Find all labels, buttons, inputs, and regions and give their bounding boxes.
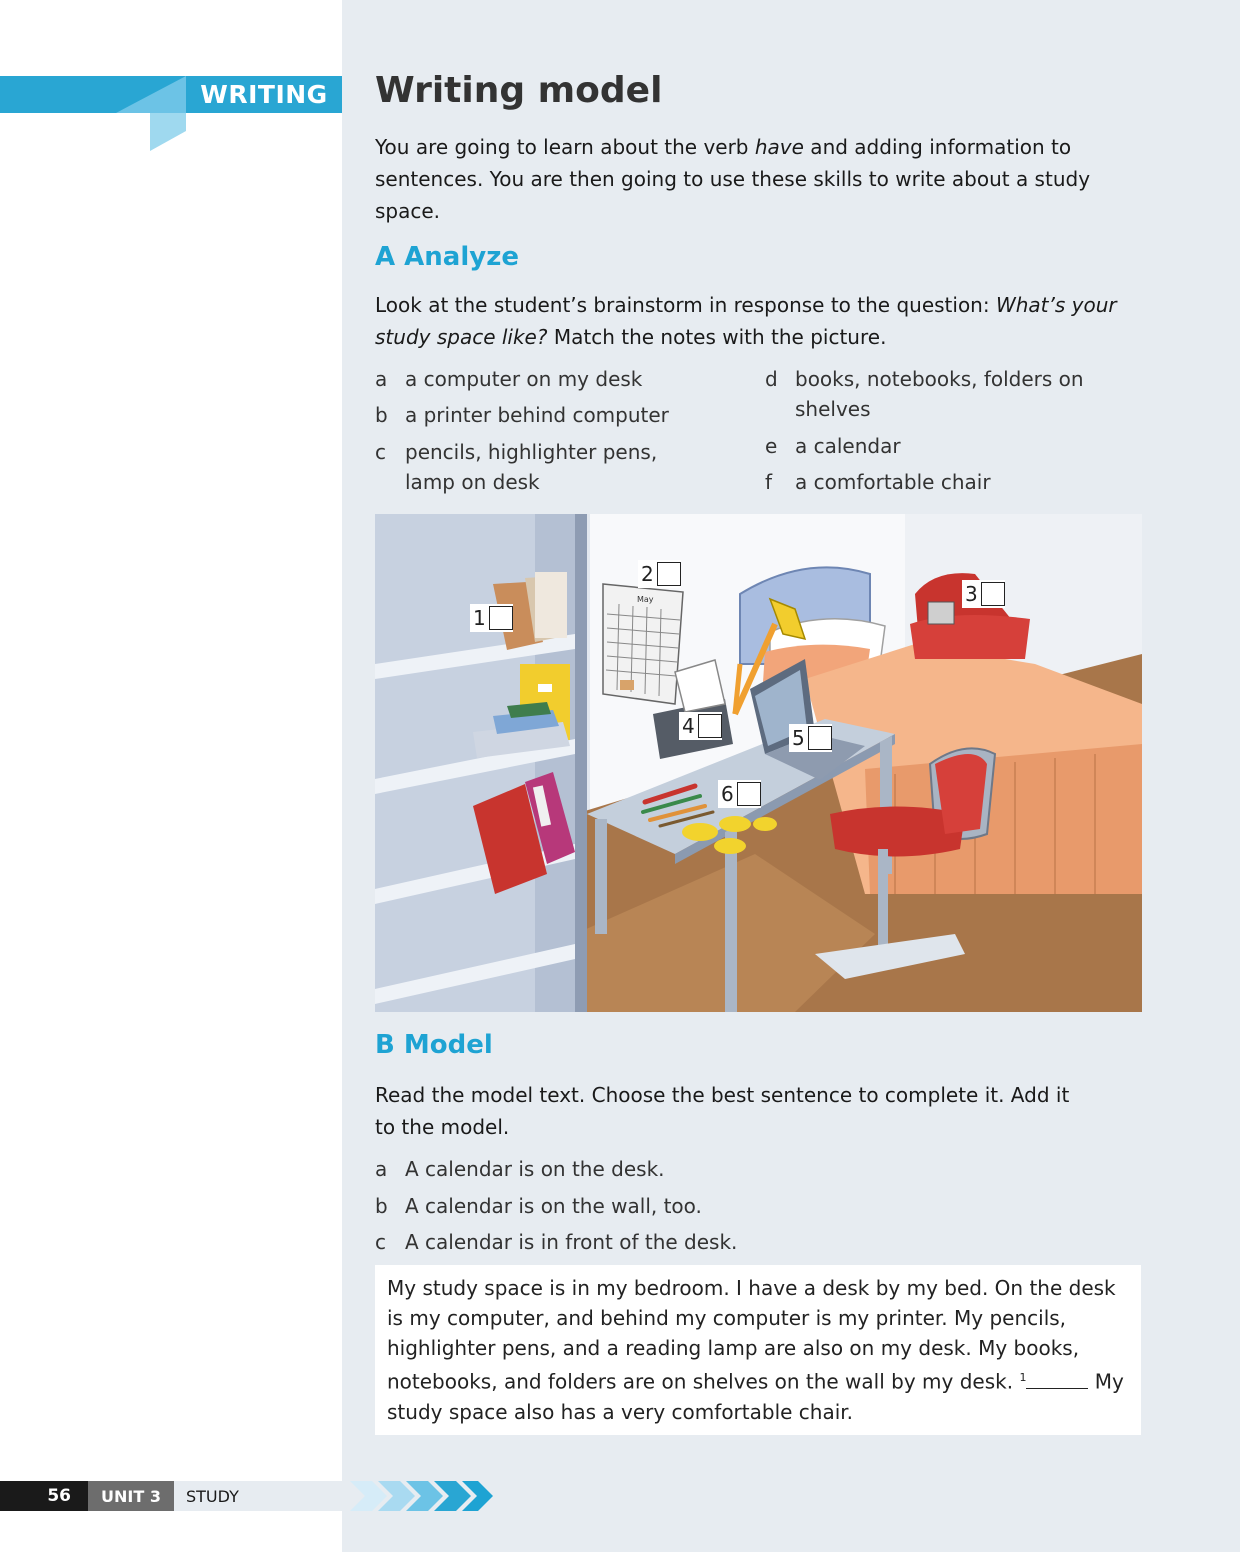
analyze-heading: A Analyze (375, 242, 519, 272)
label-2: 2 (638, 560, 681, 588)
label-3: 3 (962, 580, 1005, 608)
footer (0, 1481, 500, 1511)
label-5: 5 (789, 724, 832, 752)
answer-box-6[interactable] (737, 782, 761, 806)
model-instruction: Read the model text. Choose the best sentence to complete it. Add it to the model. (375, 1083, 1070, 1139)
study-room-drawing (375, 514, 1142, 1012)
note-c: c pencils, highlighter pens, lamp on desk (375, 440, 658, 494)
label-6: 6 (718, 780, 761, 808)
label-4: 4 (679, 712, 722, 740)
label-1: 1 (470, 604, 513, 632)
page-number: 56 (0, 1481, 88, 1511)
calendar-month: May (637, 595, 654, 604)
section-tag-label: WRITING (200, 80, 328, 109)
topic-label: STUDY (174, 1481, 354, 1511)
answer-box-3[interactable] (981, 582, 1005, 606)
answer-blank-1[interactable] (1026, 1370, 1088, 1389)
unit-label: UNIT 3 (88, 1481, 174, 1511)
answer-box-4[interactable] (698, 714, 722, 738)
analyze-instruction: Look at the student’s brainstorm in response to the question: What’s your study space like? Match the notes with the picture. (375, 293, 1117, 349)
model-heading: B Model (375, 1030, 493, 1060)
intro-text: You are going to learn about the verb have and adding information to sentences. You are then going to use these skills to write about a study space. (375, 135, 1091, 223)
study-room-illustration (375, 514, 1142, 1012)
answer-box-5[interactable] (808, 726, 832, 750)
page-title: Writing model (375, 70, 663, 111)
model-text-box: My study space is in my bedroom. I have a desk by my bed. On the desk is my computer, and behind my computer is my printer. My pencils, highlighter pens, and a reading lamp are also on my desk. My books, notebooks, and folders are on shelves on the wall by my desk. $^1$ My study space also has a very comfortable chair. (375, 1265, 1141, 1435)
note-d: d books, notebooks, folders on shelves (765, 367, 1084, 421)
section-tag (0, 76, 342, 156)
chevron-arrows-icon (350, 1481, 500, 1511)
answer-box-2[interactable] (657, 562, 681, 586)
answer-box-1[interactable] (489, 606, 513, 630)
